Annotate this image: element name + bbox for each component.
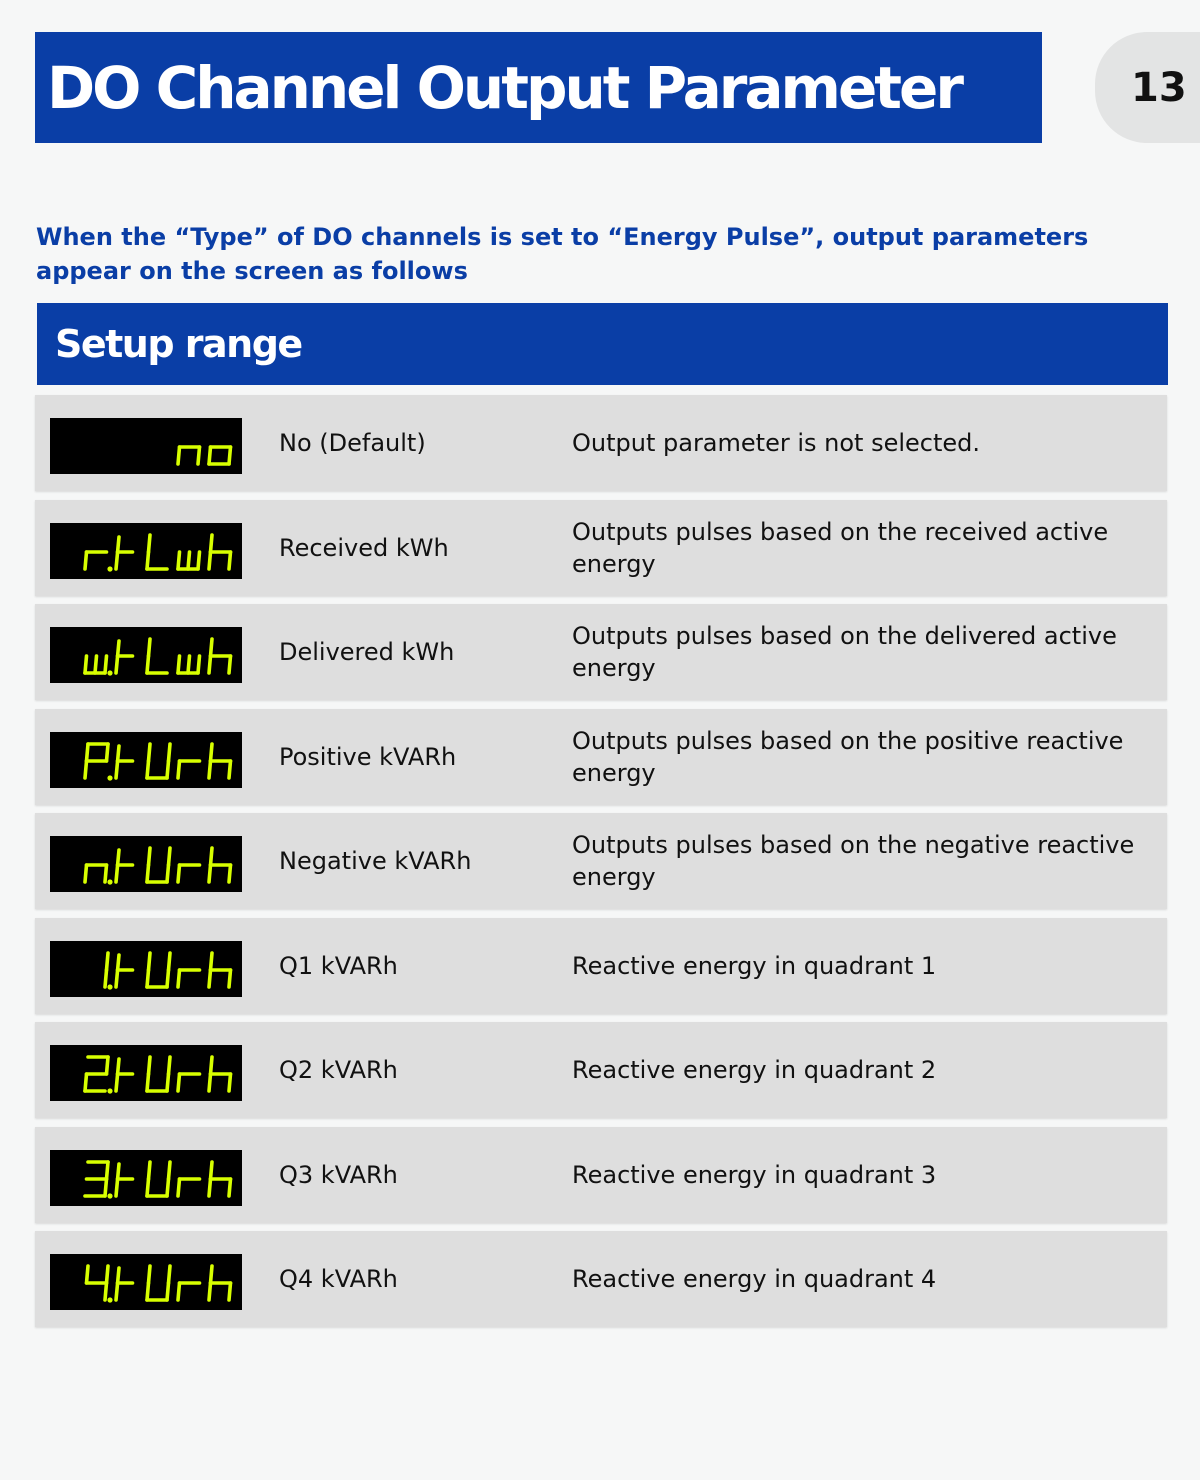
display-segment [147,1283,149,1300]
display-segment [107,1162,109,1179]
display-segment [169,1057,171,1074]
seven-segment-display-icon [50,1150,242,1206]
display-segment [147,1074,149,1091]
display-segment [149,1266,151,1283]
parameter-description: Outputs pulses based on the positive reactive energy [572,726,1124,787]
display-segment [229,970,231,987]
display-segment [211,953,213,970]
display-segment [105,1283,107,1300]
section-header [37,303,1168,385]
display-segment [178,447,180,464]
page-number-tab [1095,32,1200,143]
display-segment [209,865,211,882]
seven-segment-display-icon [50,1045,242,1101]
parameter-description: Outputs pulses based on the negative reactive energy [572,831,1135,891]
parameter-table [35,395,1167,1336]
display-segment [105,865,107,882]
display-segment [178,865,180,882]
display-segment [167,761,169,778]
display-segment [107,744,109,761]
display-segment [147,552,149,569]
parameter-name: Q4 kVARh [279,1265,398,1293]
seven-segment-display-icon [50,732,242,788]
display-segment [188,552,190,569]
display-segment [167,1074,169,1091]
display-segment [149,535,151,552]
display-segment [149,1057,151,1074]
display-segment [209,656,211,673]
parameter-description: Reactive energy in quadrant 4 [572,1265,937,1293]
display-dot [107,1193,112,1198]
display-segment [147,865,149,882]
parameter-name: Positive kVARh [279,742,457,771]
display-segment [209,1283,211,1300]
display-segment [105,656,107,673]
display-segment [149,1162,151,1179]
parameter-name: Q3 kVARh [279,1160,398,1189]
display-dot [107,1088,112,1093]
display-dot [107,775,112,780]
display-segment [149,953,151,970]
display-segment [147,656,149,673]
parameter-name: Received kWh [279,533,449,562]
display-segment [85,656,87,673]
display-segment [178,656,180,673]
display-segment [107,1057,109,1074]
table-row [35,1231,1167,1327]
display-segment [169,1162,171,1179]
display-segment [149,744,151,761]
display-segment [209,761,211,778]
display-segment [229,1074,231,1091]
display-segment [209,552,211,569]
table-row [35,395,1167,491]
display-segment [149,639,151,656]
display-segment [167,970,169,987]
display-segment [95,656,97,673]
seven-segment-display-icon [50,941,242,997]
display-dot [107,670,112,675]
page-title-bar [35,32,1042,143]
seven-segment-display-icon [50,418,242,474]
display-dot [107,1297,112,1302]
table-row [35,918,1167,1014]
display-segment [169,953,171,970]
page-title: DO Channel Output Parameter [47,53,961,122]
display-segment [229,1179,231,1196]
display-segment [229,1283,231,1300]
display-segment [198,656,200,673]
parameter-description: Outputs pulses based on the received active energy [572,517,1109,578]
parameter-description: Reactive energy in quadrant 2 [572,1056,937,1084]
parameter-name: Q2 kVARh [279,1056,398,1084]
display-segment [178,1283,180,1300]
display-segment [147,970,149,987]
display-segment [178,552,180,569]
display-segment [167,1283,169,1300]
display-segment [147,1179,149,1196]
page-number: 13 [1131,64,1187,111]
display-segment [198,552,200,569]
display-segment [169,848,171,865]
display-segment [229,656,231,673]
display-segment [229,552,231,569]
display-segment [211,1162,213,1179]
display-segment [229,761,231,778]
display-segment [211,848,213,865]
display-dot [107,566,112,571]
seven-segment-display-icon [50,836,242,892]
display-segment [107,1266,109,1283]
display-segment [209,1074,211,1091]
parameter-name: No (Default) [279,429,426,457]
parameter-name: Delivered kWh [279,638,455,666]
display-segment [149,848,151,865]
display-segment [87,1266,89,1283]
display-segment [211,1266,213,1283]
display-segment [105,970,107,987]
display-dot [107,984,112,989]
display-segment [85,1074,87,1091]
display-segment [87,744,89,761]
display-segment [178,1074,180,1091]
parameter-name: Q1 kVARh [279,951,398,980]
parameter-description: Reactive energy in quadrant 3 [572,1160,937,1189]
display-segment [169,1266,171,1283]
display-segment [209,970,211,987]
display-segment [85,761,87,778]
table-row [35,1022,1167,1118]
display-segment [209,1179,211,1196]
display-segment [198,447,200,464]
table-row [35,709,1167,805]
parameter-description: Outputs pulses based on the delivered active energy [572,622,1117,682]
parameter-description: Reactive energy in quadrant 1 [572,951,937,980]
display-segment [209,447,211,464]
display-segment [167,865,169,882]
display-segment [211,535,213,552]
display-segment [147,761,149,778]
display-segment [167,1179,169,1196]
display-dot [107,879,112,884]
display-segment [85,552,87,569]
seven-segment-display-icon [50,627,242,683]
display-segment [85,865,87,882]
intro-text: When the “Type” of DO channels is set to “Energy Pulse”, output parameters appear on the screen as follows [36,223,1089,285]
display-segment [169,744,171,761]
parameter-name: Negative kVARh [279,847,472,875]
display-segment [211,1057,213,1074]
display-segment [178,761,180,778]
display-segment [178,970,180,987]
display-segment [229,447,231,464]
display-segment [188,656,190,673]
seven-segment-display-icon [50,523,242,579]
section-title: Setup range [55,322,302,366]
parameter-description: Output parameter is not selected. [572,429,980,457]
display-segment [211,744,213,761]
display-segment [107,953,109,970]
display-segment [211,639,213,656]
display-segment [229,865,231,882]
display-segment [178,1179,180,1196]
seven-segment-display-icon [50,1254,242,1310]
table-row [35,604,1167,700]
table-row [35,813,1167,909]
display-segment [105,1179,107,1196]
table-row [35,1127,1167,1223]
table-row [35,500,1167,596]
